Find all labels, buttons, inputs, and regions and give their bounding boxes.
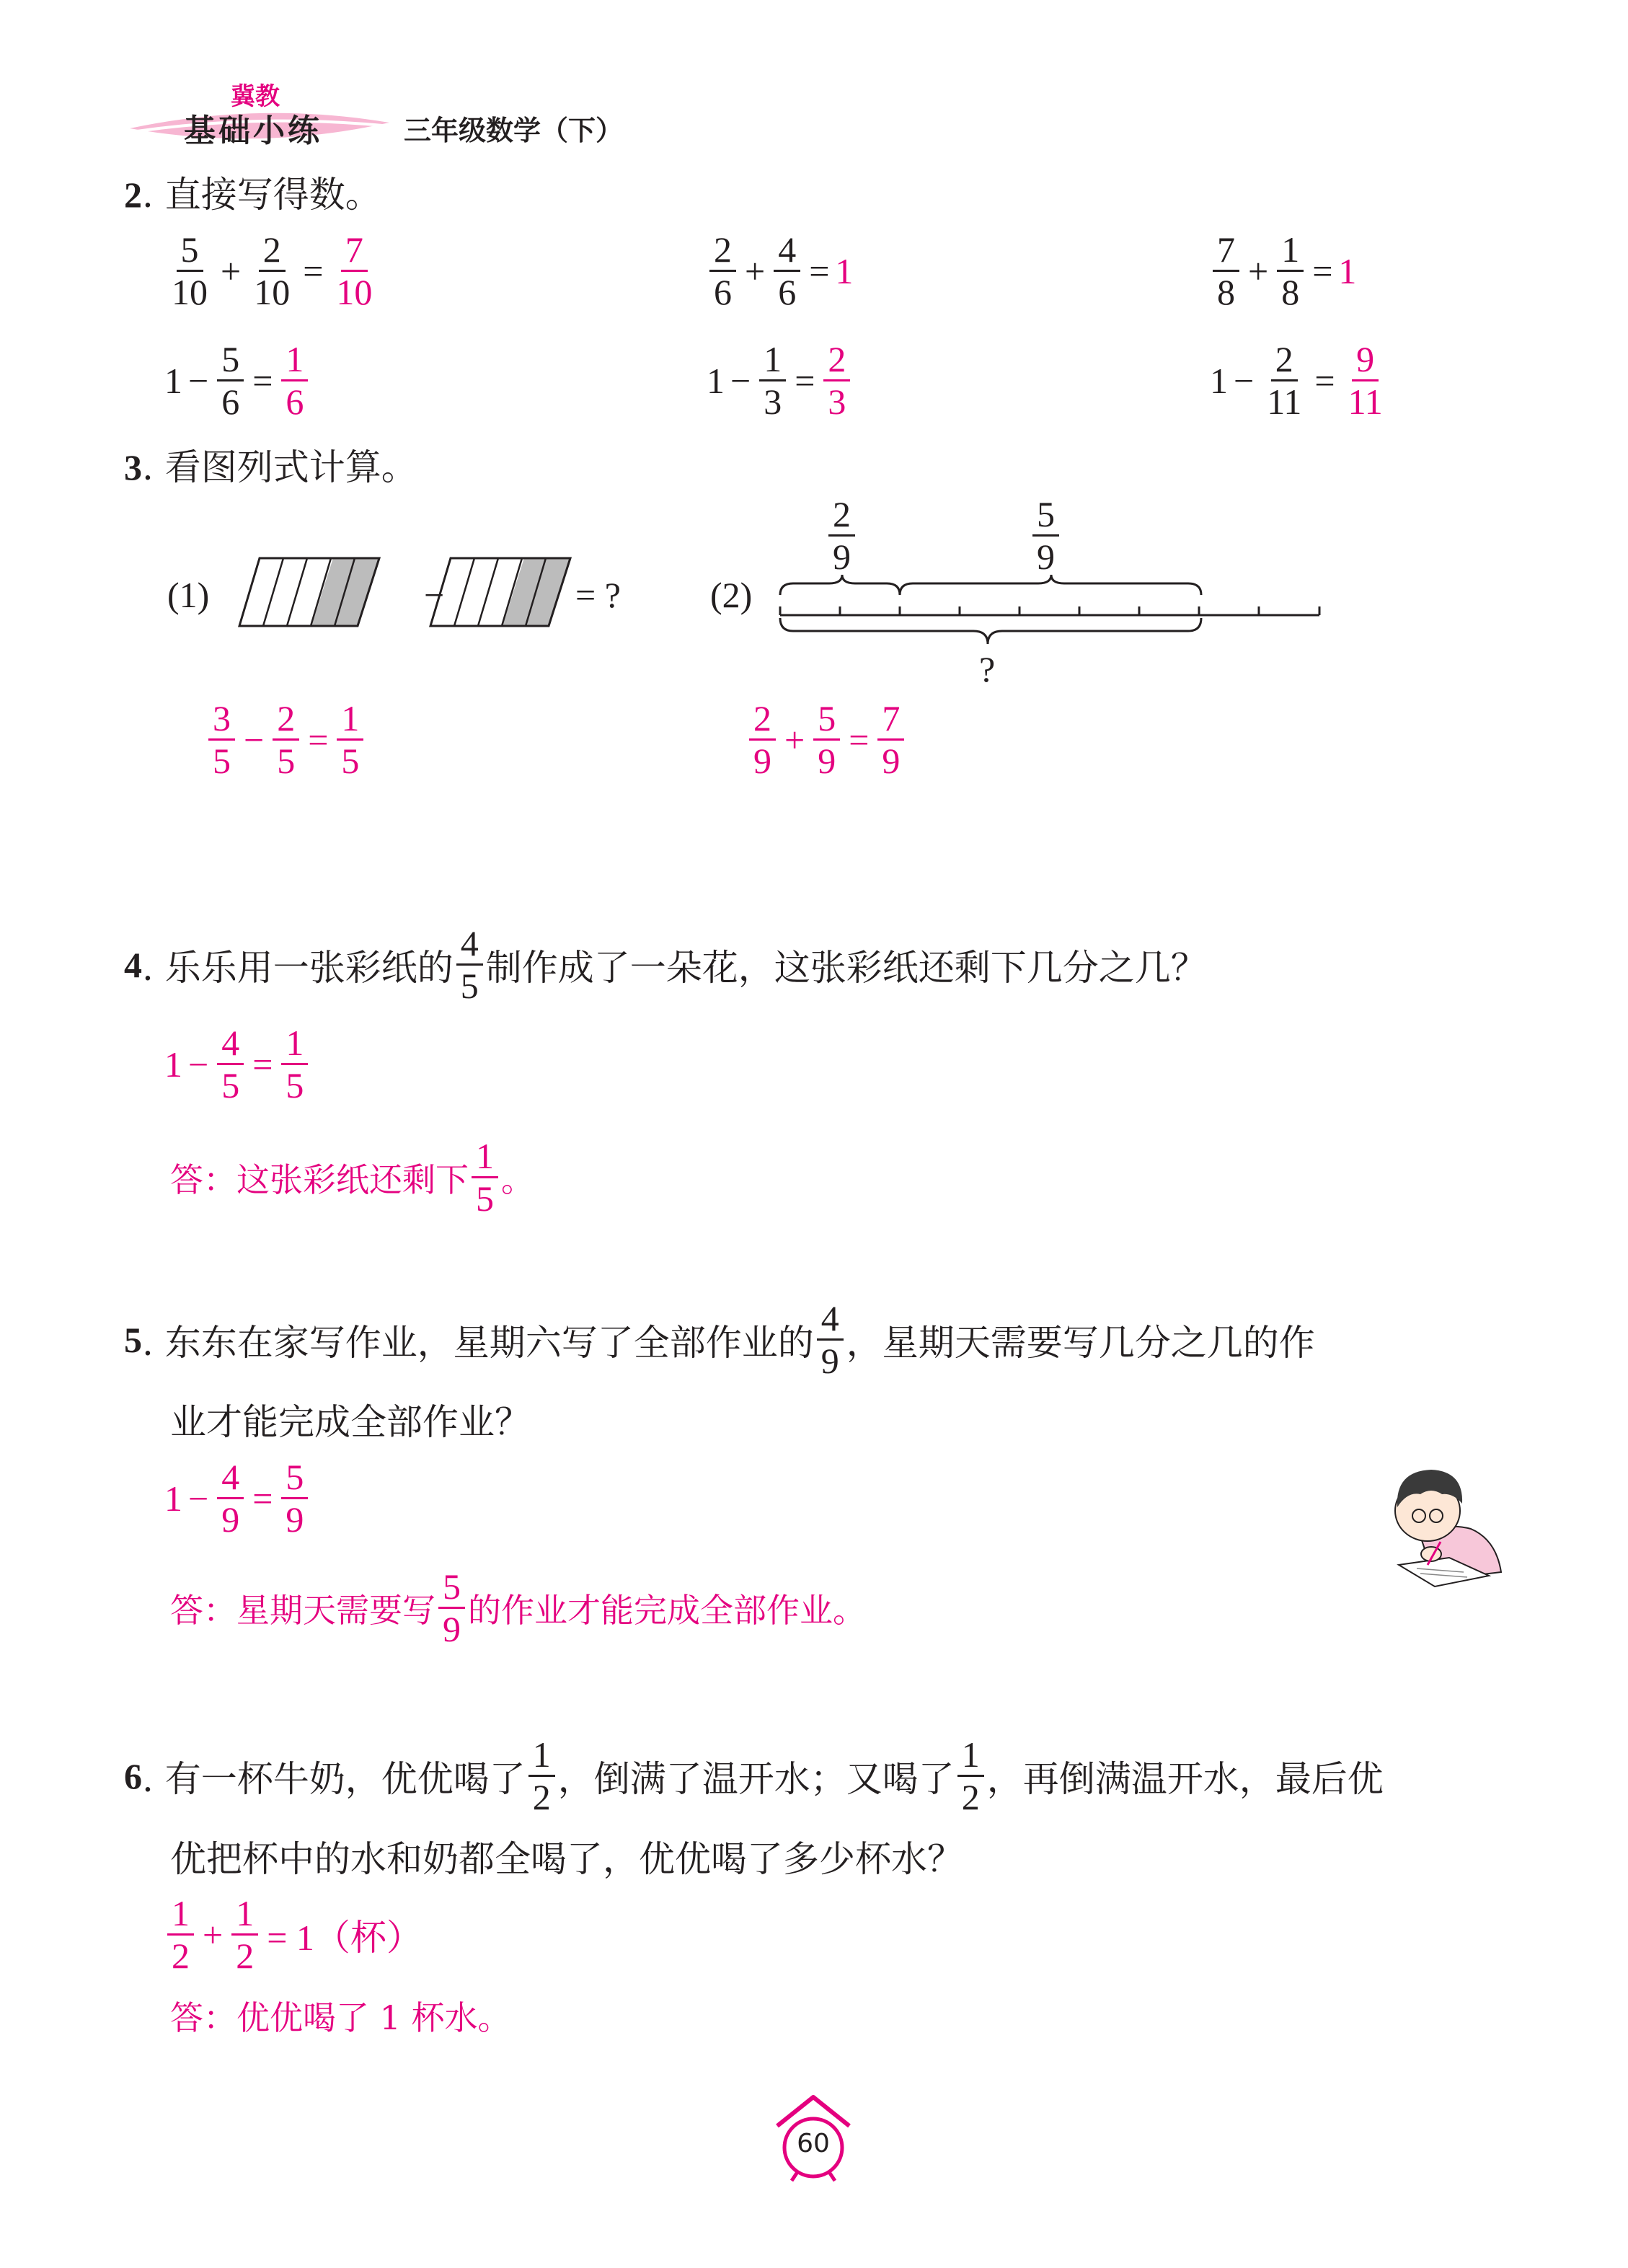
q3-part2-label: (2) <box>710 575 753 615</box>
q5-calculation: 1 − $\frac{4}{9}$ = $\frac{5}{9}$ <box>164 1457 311 1540</box>
q2-item-1: $\frac{5}{10}$ + $\frac{2}{10}$ = $\frac{7}{10}$ <box>164 229 379 312</box>
q2-item-5: 1 − $\frac{1}{3}$ = $\frac{2}{3}$ <box>707 339 853 422</box>
q6-question-line2: 优把杯中的水和奶都全喝了，优优喝了多少杯水？ <box>170 1838 963 1880</box>
q4-calculation: 1 − $\frac{4}{5}$ = $\frac{1}{5}$ <box>164 1023 311 1106</box>
q2-item-4: 1 − $\frac{5}{6}$ = $\frac{1}{6}$ <box>164 339 311 422</box>
q4-question: 4 . 乐乐用一张彩纸的 $\frac{4}{5}$ 制作成了一朵花，这张彩纸还剩下几分之几？ <box>124 923 1207 1006</box>
q3-part1-minus: − <box>424 575 445 615</box>
q2-answer-3: 1 <box>1338 250 1357 291</box>
q2-answer-5: $\frac{2}{3}$ <box>823 339 850 422</box>
q3-segment-diagram <box>779 573 1327 660</box>
q3-part1-result: = ? <box>575 575 621 615</box>
q3-heading: 3. 看图列式计算。 <box>124 446 417 488</box>
q4-answer: 答：这张彩纸还剩下 $\frac{1}{5}$ 。 <box>170 1136 534 1219</box>
series-title: 基础小练 <box>184 112 322 149</box>
q5-question-line2: 业才能完成全部作业？ <box>170 1401 531 1443</box>
q2-answer-2: 1 <box>835 250 854 291</box>
q2-answer-6: $\frac{9}{11}$ <box>1348 339 1383 422</box>
q2-item-2: $\frac{2}{6}$ + $\frac{4}{6}$ = 1 <box>707 229 853 312</box>
q2-item-3: $\frac{7}{8}$ + $\frac{1}{8}$ = 1 <box>1210 229 1356 312</box>
page-number: 60 <box>797 2129 830 2158</box>
q5-question-line1: 5 . 东东在家写作业，星期六写了全部作业的 $\frac{4}{9}$ ，星期天需要写几分之几的作 <box>124 1298 1315 1381</box>
q6-calculation: $\frac{1}{2}$ + $\frac{1}{2}$ = 1（杯） <box>164 1893 428 1976</box>
q3-part1-parallelogram-b <box>429 557 573 629</box>
q3-part1-label: (1) <box>167 575 210 615</box>
q5-answer: 答：星期天需要写 $\frac{5}{9}$ 的作业才能完成全部作业。 <box>170 1566 866 1649</box>
publisher-label: 冀教 <box>231 82 280 111</box>
q3-answer-1: $\frac{3}{5}$ − $\frac{2}{5}$ = $\frac{1}{5}$ <box>205 698 366 781</box>
q6-question-line1: 6 . 有一杯牛奶，优优喝了 $\frac{1}{2}$ ，倒满了温开水；又喝了 $\frac{1}{2}$ ，再倒满温开水，最后优 <box>124 1734 1384 1817</box>
q3-part1-parallelogram-a <box>238 557 382 629</box>
subject-label: 三年级数学（下） <box>404 115 624 146</box>
q6-answer: 答：优优喝了 1 杯水。 <box>170 1998 511 2037</box>
q2-answer-1: $\frac{7}{10}$ <box>336 229 373 312</box>
boy-writing-illustration <box>1363 1450 1507 1601</box>
header-banner <box>123 72 397 151</box>
q2-item-6: 1 − $\frac{2}{11}$ = $\frac{9}{11}$ <box>1210 339 1390 422</box>
q3-brace-top-left-frac: $\frac{2}{9}$ <box>826 494 858 577</box>
q2-heading <box>124 173 381 216</box>
q2-number: 2 <box>124 175 142 215</box>
q3-answer-2: $\frac{2}{9}$ + $\frac{5}{9}$ = $\frac{7}{9}$ <box>746 698 907 781</box>
q2-prompt: . 直接写得数。 <box>142 174 381 216</box>
q2-answer-4: $\frac{1}{6}$ <box>281 339 308 422</box>
q3-brace-top-right-frac: $\frac{5}{9}$ <box>1030 494 1062 577</box>
q3-brace-bottom-label: ? <box>979 649 996 689</box>
